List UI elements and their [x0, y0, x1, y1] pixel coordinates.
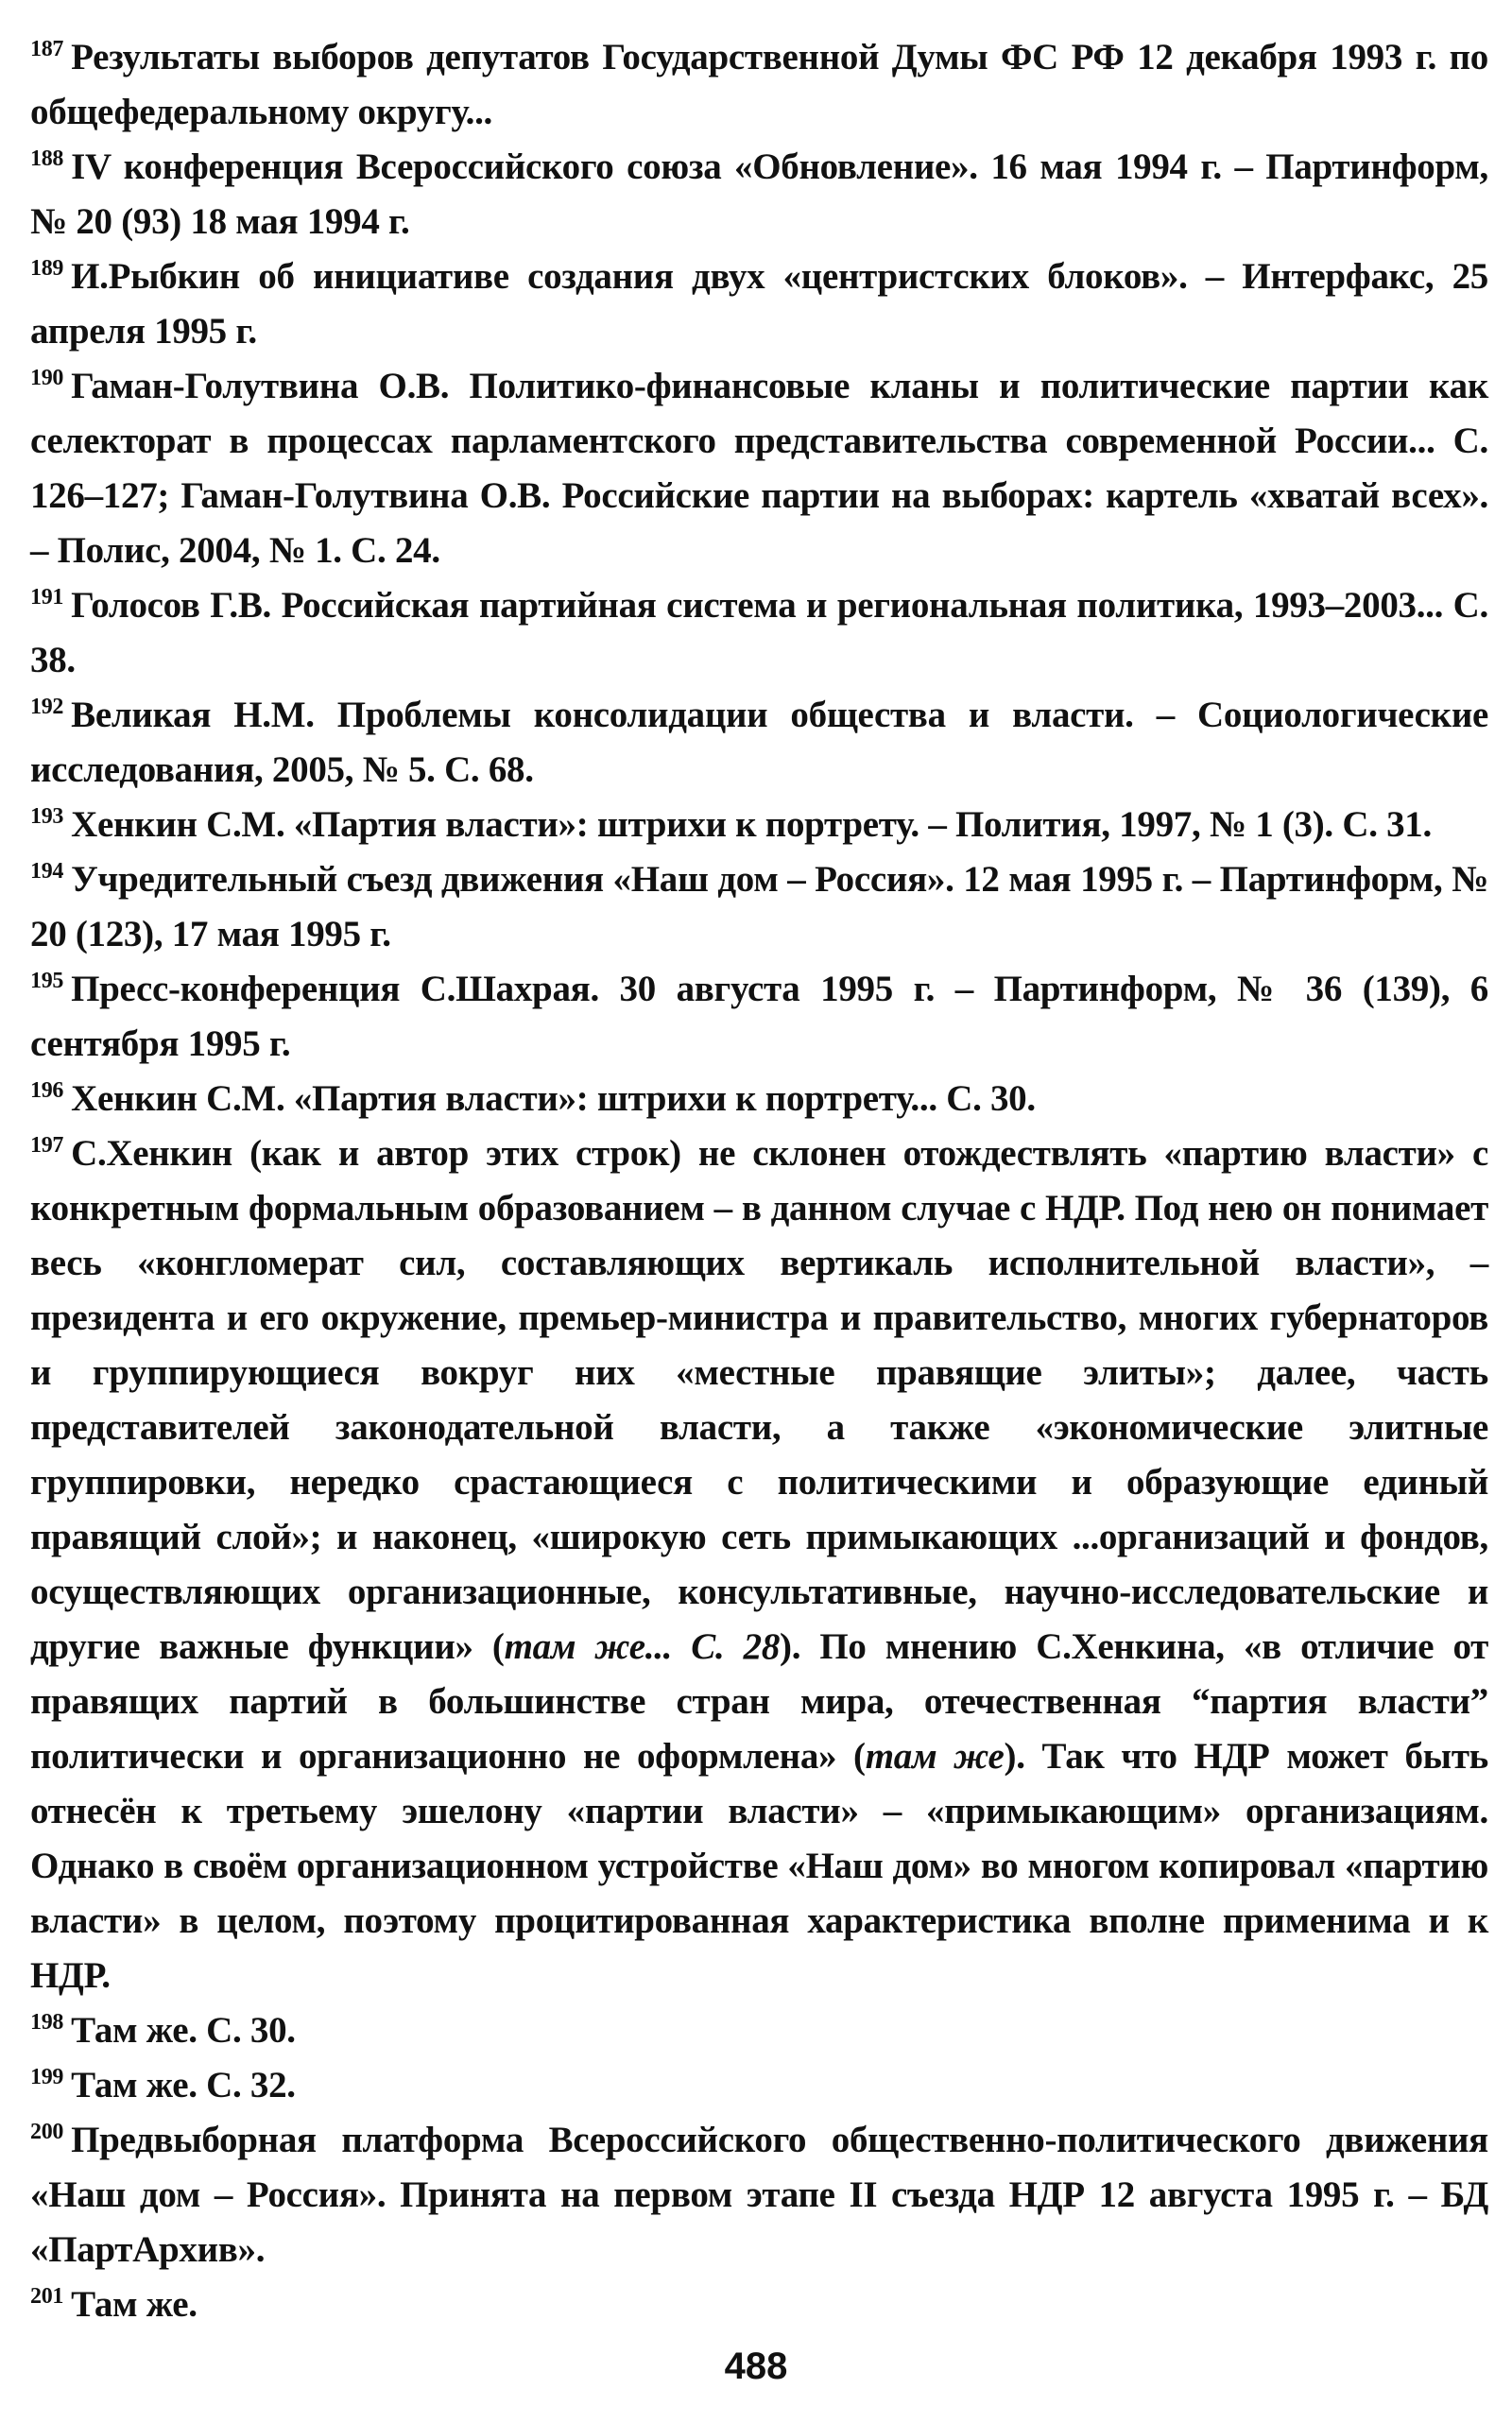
footnote-text [71, 2065, 296, 2105]
footnote-text-fragment: Там же. С. 30. [71, 2010, 296, 2051]
footnote-text-fragment: Голосов Г.В. Российская партийная система и региональная политика, 1993–2003... С. 38. [30, 585, 1488, 680]
footnote-number: 198 [30, 2010, 64, 2035]
footnote-number: 195 [30, 969, 64, 993]
footnote-text [30, 695, 1488, 790]
footnote-text-fragment: ). По мнению С.Хенкина, «в отличие от правящих партий в большинстве стран мира, отечественная “партия власти” политически и организационно не оформлена» ( [30, 1626, 1489, 1777]
footnote-text-fragment: Предвыборная платформа Всероссийского общественно-политического движения «Наш дом – Россия». Принята на первом этапе II съезда НДР 12 августа 1995 г. – БД «ПартАрхив». [30, 2120, 1488, 2270]
footnote-text-fragment: Результаты выборов депутатов Государственной Думы ФС РФ 12 декабря 1993 г. по общефедеральному округу... [30, 37, 1488, 132]
footnote-text [71, 2010, 296, 2051]
footnote-text [30, 2120, 1488, 2270]
footnote-number: 196 [30, 1078, 64, 1103]
footnote-190 [30, 359, 1488, 578]
footnote-text-fragment: Великая Н.М. Проблемы консолидации общества и власти. – Социологические исследования, 2005, № 5. С. 68. [30, 695, 1488, 790]
footnote-text [30, 37, 1488, 132]
footnote-text-fragment: Хенкин С.М. «Партия власти»: штрихи к портрету. – Полития, 1997, № 1 (3). С. 31. [71, 804, 1432, 845]
footnote-italic-fragment: там же [865, 1736, 1005, 1777]
footnote-text [30, 585, 1488, 680]
footnote-number: 197 [30, 1133, 64, 1158]
footnote-text-fragment: С.Хенкин (как и автор этих строк) не склонен отождествлять «партию власти» с конкретным формальным образованием – в данном случае с НДР. Под нею он понимает весь «конгломерат сил, составляющих вертикаль исполнительной власти», – президента и его окружение, премьер-министра и правительство, многих губернаторов и группирующиеся вокруг них «местные правящие элиты»; далее, часть представителей законодательной власти, а также «экономические элитные группировки, нередко срастающиеся с политическими и образующие единый правящий слой»; и наконец, «широкую сеть примыкающих ...организаций и фондов, осуществляющих организационные, консультативные, научно-исследовательские и другие важные функции» ( [30, 1133, 1488, 1667]
footnote-number: 200 [30, 2120, 64, 2144]
footnote-188 [30, 140, 1488, 249]
footnote-200 [30, 2113, 1488, 2277]
footnote-italic-fragment: там же... С. 28 [504, 1626, 781, 1667]
footnote-number: 192 [30, 695, 64, 719]
footnote-number: 188 [30, 146, 64, 171]
footnote-text [71, 804, 1432, 845]
footnote-text-fragment: Учредительный съезд движения «Наш дом – Россия». 12 мая 1995 г. – Партинформ, № 20 (123), 17 мая 1995 г. [30, 859, 1488, 954]
footnote-text-fragment: Гаман-Голутвина О.В. Политико-финансовые кланы и политические партии как селекторат в процессах парламентского представительства современной России... С. 126–127; Гаман-Голутвина О.В. Российские партии на выборах: картель «хватай всех». – Полис, 2004, № 1. С. 24. [30, 366, 1488, 571]
footnote-text-fragment: IV конференция Всероссийского союза «Обновление». 16 мая 1994 г. – Партинформ, № 20 (93) 18 мая 1994 г. [30, 146, 1488, 242]
footnote-number: 191 [30, 585, 64, 610]
footnote-198 [30, 2003, 1488, 2058]
footnote-text [30, 1133, 1488, 1996]
footnote-number: 190 [30, 366, 64, 390]
footnote-text [30, 969, 1488, 1064]
footnote-192 [30, 688, 1488, 798]
footnote-number: 189 [30, 256, 64, 281]
footnote-text [30, 256, 1488, 352]
footnote-191 [30, 578, 1488, 688]
footnote-number: 201 [30, 2284, 64, 2309]
footnote-number: 194 [30, 859, 64, 884]
page-number: 488 [724, 2346, 788, 2387]
footnote-text [71, 2284, 198, 2325]
footnote-text [71, 1078, 1036, 1119]
footnote-text-fragment: Пресс-конференция С.Шахрая. 30 августа 1995 г. – Партинформ, № 36 (139), 6 сентября 1995 г. [30, 969, 1488, 1064]
footnote-number: 187 [30, 37, 64, 61]
footnote-193 [30, 798, 1488, 852]
footnote-199 [30, 2058, 1488, 2113]
footnotes-list [30, 30, 1488, 2332]
footnote-197 [30, 1126, 1488, 2003]
footnote-number: 199 [30, 2065, 64, 2089]
footnote-195 [30, 962, 1488, 1072]
footnote-text-fragment: Там же. [71, 2284, 198, 2325]
footnote-text-fragment: Там же. С. 32. [71, 2065, 296, 2105]
footnote-187 [30, 30, 1488, 140]
footnote-text [30, 146, 1488, 242]
footnote-194 [30, 852, 1488, 962]
footnote-text-fragment: Хенкин С.М. «Партия власти»: штрихи к портрету... С. 30. [71, 1078, 1036, 1119]
footnote-text-fragment: ). Так что НДР может быть отнесён к третьему эшелону «партии власти» – «примыкающим» организациям. Однако в своём организационном устройстве «Наш дом» во многом копировал «партию власти» в целом, поэтому процитированная характеристика вполне применима и к НДР. [30, 1736, 1488, 1996]
footnote-201 [30, 2277, 1488, 2332]
footnote-189 [30, 249, 1488, 359]
footnote-text-fragment: И.Рыбкин об инициативе создания двух «центристских блоков». – Интерфакс, 25 апреля 1995 г. [30, 256, 1488, 352]
footnote-196 [30, 1072, 1488, 1126]
footnote-text [30, 366, 1488, 571]
footnote-number: 193 [30, 804, 64, 829]
footnote-text [30, 859, 1488, 954]
